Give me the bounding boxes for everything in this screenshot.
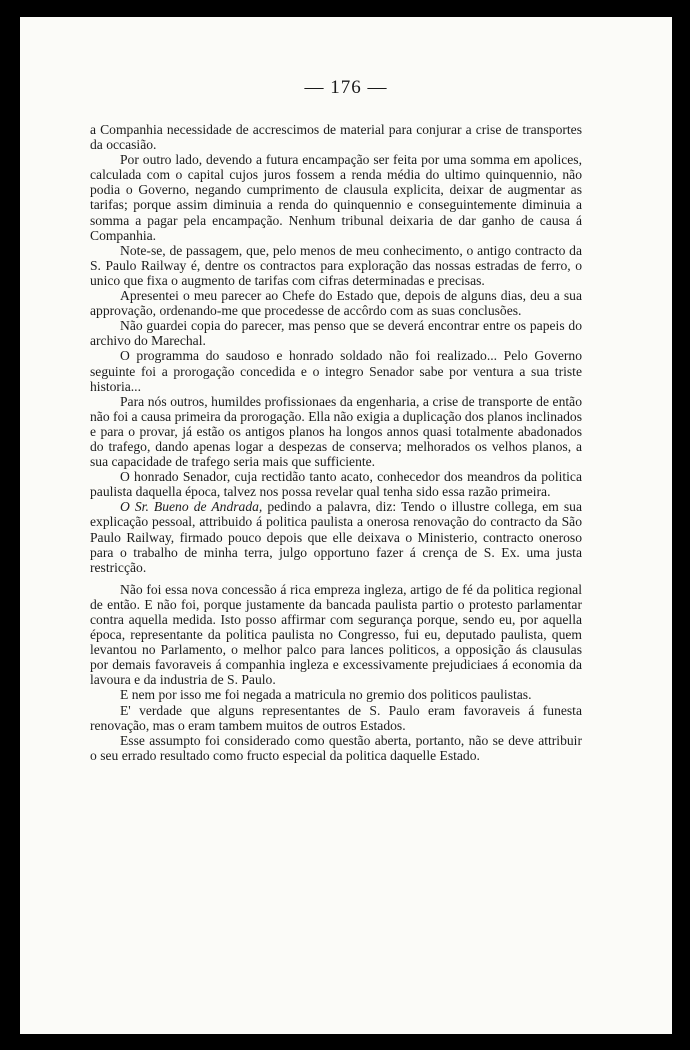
paragraph-10 xyxy=(90,582,582,688)
paragraph-text: O honrado Senador, cuja rectidão tanto acato, conhecedor dos meandros da politica paulista daquella época, talvez nos possa revelar qual tenha sido essa razão primeira. xyxy=(90,469,582,500)
paragraph-3 xyxy=(90,243,582,288)
paragraph-text: Por outro lado, devendo a futura encampação ser feita por uma somma em apolices, calculada com o capital cujos juros fossem a renda média do ultimo quinquennio, não podia o Governo, negando cumprimento de clausula explicita, deixar de augmentar as tarifas; porque assim diminuia a renda do quinquennio e conseguintemente diminuia a somma a pagar pela encampação. Nenhum tribunal deixaria de dar ganho de causa á Companhia. xyxy=(90,152,582,243)
paragraph-13 xyxy=(90,733,582,763)
paragraph-5 xyxy=(90,318,582,348)
paragraph-text: Note-se, de passagem, que, pelo menos de meu conhecimento, o antigo contracto da S. Paulo Railway é, dentre os contractos para exploração das nossas estradas de ferro, o unico que fixa o augmento de tarifas com cifras determinadas e precisas. xyxy=(90,242,582,288)
paragraph-7 xyxy=(90,394,582,469)
paragraph-text: a Companhia necessidade de accrescimos de material para conjurar a crise de transportes da occasião. xyxy=(90,122,582,153)
paragraph-text: Esse assumpto foi considerado como questão aberta, portanto, não se deve attribuir o seu errado resultado como fructo especial da politica daquelle Estado. xyxy=(90,732,582,763)
paragraph-text: Para nós outros, humildes profissionaes da engenharia, a crise de transporte de então não foi a causa primeira da prorogação. Ella não exigia a duplicação dos planos inclinados e para o provar, já estão os antigos planos ha longos annos quasi totalmente abadonados do trafego, dando apenas logar a despezas de conserva; melhorados os velhos planos, a sua capacidade de trafego seria mais que sufficiente. xyxy=(90,393,582,470)
speaker-name: O Sr. Bueno de Andrada, xyxy=(120,499,263,515)
paragraph-1 xyxy=(90,122,582,152)
body-text xyxy=(90,122,582,763)
paragraph-2 xyxy=(90,152,582,243)
paragraph-text: Não foi essa nova concessão á rica empreza ingleza, artigo de fé da politica regional de então. E não foi, porque justamente da bancada paulista partio o protesto parlamentar contra aquella medida. Isto posso affirmar com segurança porque, sendo eu, por aquella época, representante da politica paulista no Congresso, fui eu, deputado paulista, quem levantou no Parlamento, o melhor palco para lances politicos, a opposição ás clausulas por demais favoraveis á companhia ingleza e excessivamente prejudiciaes á economia da lavoura e da industria de S. Paulo. xyxy=(90,581,582,688)
paragraph-12 xyxy=(90,703,582,733)
paragraph-6 xyxy=(90,348,582,393)
paragraph-4 xyxy=(90,288,582,318)
paragraph-text: Apresentei o meu parecer ao Chefe do Estado que, depois de alguns dias, deu a sua approvação, ordenando-me que procedesse de accôrdo com as suas conclusões. xyxy=(90,288,582,319)
paragraph-text: pedindo a palavra, diz: Tendo o illustre collega, em sua explicação pessoal, attribuido á politica paulista a onerosa renovação do contracto da São Paulo Railway, firmado pouco depois que elle deixava o Ministerio, contracto oneroso para o trabalho de minha terra, julgo opportuno fazer á crença de S. Ex. uma justa restricção. xyxy=(90,499,582,575)
book-page xyxy=(20,17,672,1034)
paragraph-11 xyxy=(90,687,582,702)
paragraph-8 xyxy=(90,469,582,499)
paragraph-text: Não guardei copia do parecer, mas penso que se deverá encontrar entre os papeis do archivo do Marechal. xyxy=(90,318,582,349)
paragraph-text: E' verdade que alguns representantes de S. Paulo eram favoraveis á funesta renovação, mas o eram tambem muitos de outros Estados. xyxy=(90,702,582,733)
page-number: — 176 — xyxy=(304,77,388,98)
paragraph-text: O programma do saudoso e honrado soldado não foi realizado... Pelo Governo seguinte foi a prorogação concedida e o integro Senador sabe por ventura a sua triste historia... xyxy=(90,348,582,394)
paragraph-text: E nem por isso me foi negada a matricula no gremio dos politicos paulistas. xyxy=(120,687,532,703)
paragraph-9 xyxy=(90,499,582,574)
